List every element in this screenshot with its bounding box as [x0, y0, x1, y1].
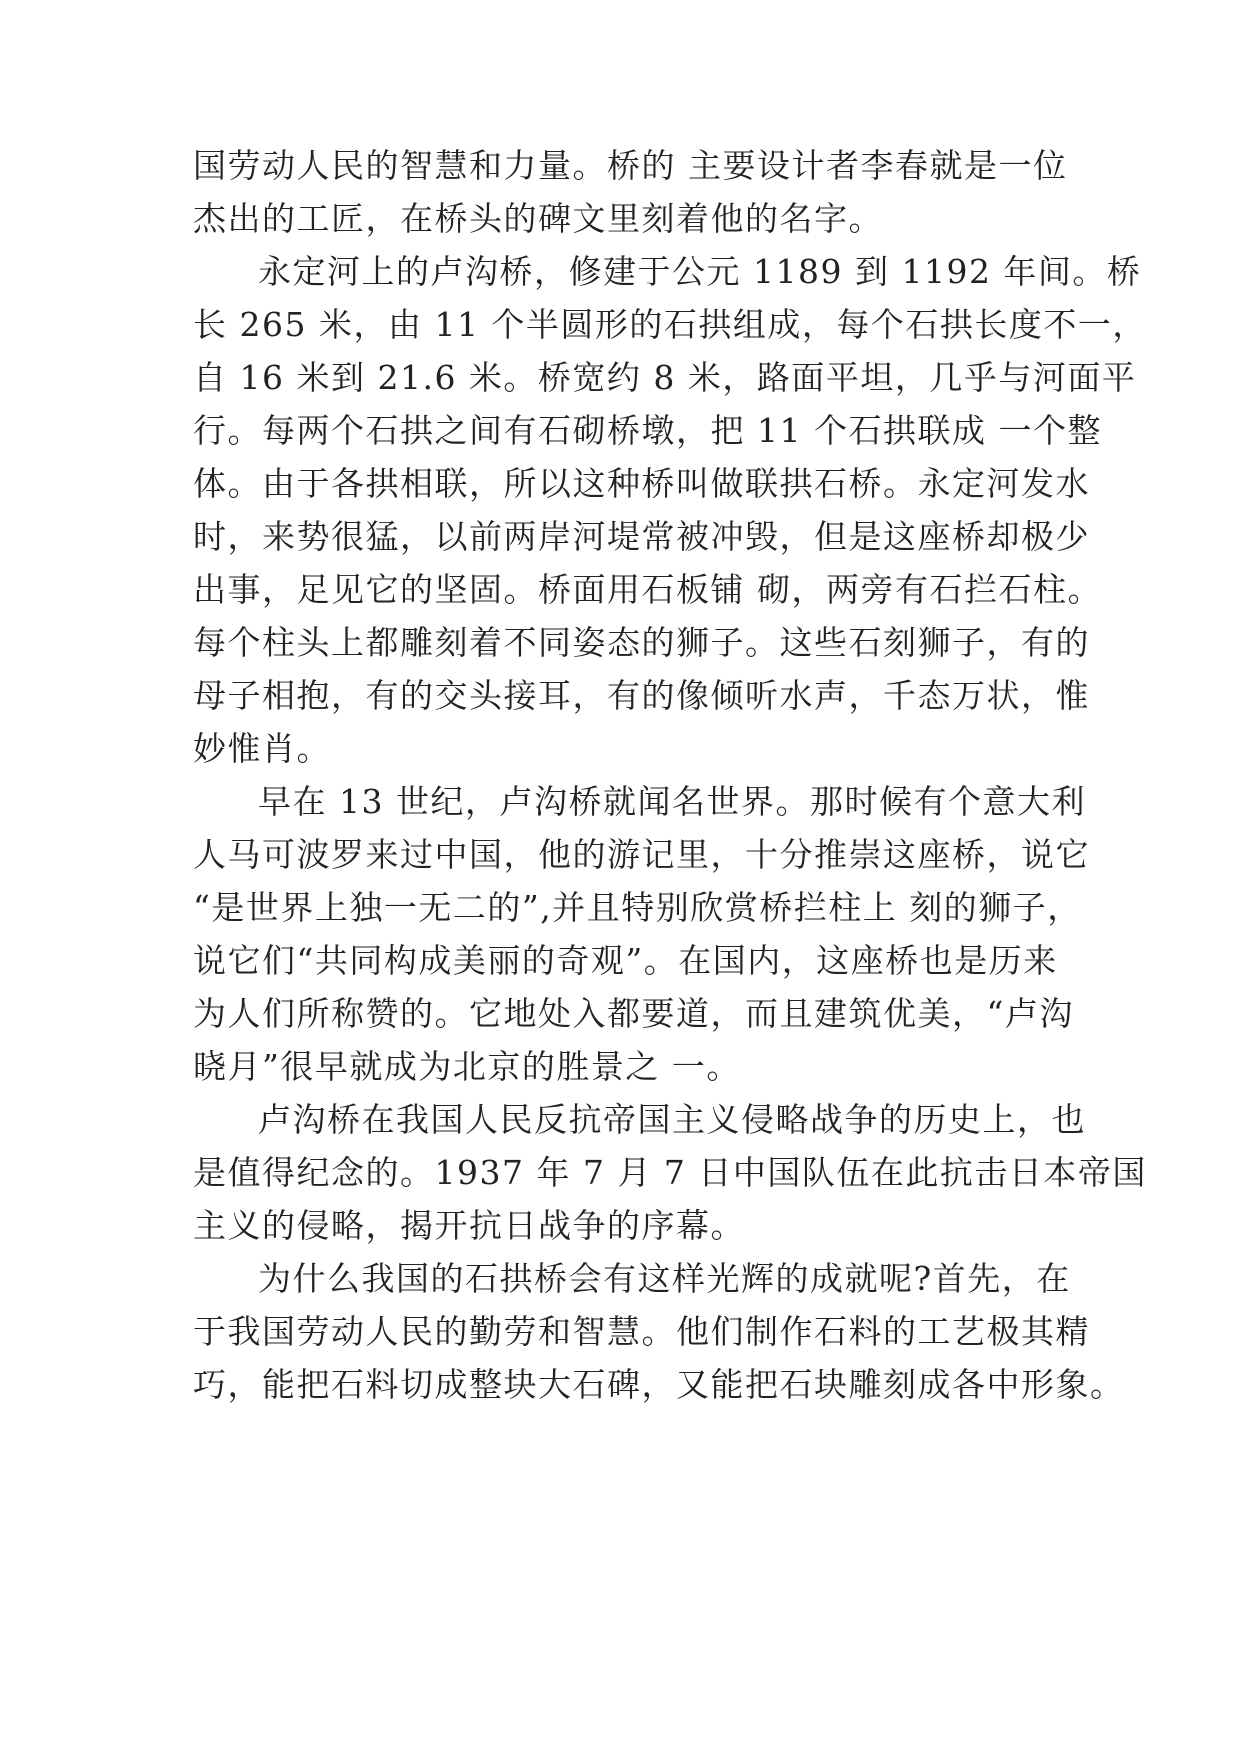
text-line: 是值得纪念的。1937 年 7 月 7 日中国队伍在此抗击日本帝国	[193, 1153, 1147, 1192]
text-line: “是世界上独一无二的”,并且特别欣赏桥拦柱上 刻的狮子，	[193, 888, 1082, 927]
paragraph-start-line: 卢沟桥在我国人民反抗帝国主义侵略战争的历史上，也	[258, 1100, 1086, 1139]
text-line: 体。由于各拱相联，所以这种桥叫做联拱石桥。永定河发水	[193, 464, 1090, 503]
text-line: 自 16 米到 21.6 米。桥宽约 8 米，路面平坦，几乎与河面平	[193, 358, 1137, 397]
text-line: 国劳动人民的智慧和力量。桥的 主要设计者李春就是一位	[193, 146, 1068, 185]
text-line: 行。每两个石拱之间有石砌桥墩，把 11 个石拱联成 一个整	[193, 411, 1102, 450]
text-line: 时，来势很猛，以前两岸河堤常被冲毁，但是这座桥却极少	[193, 517, 1090, 556]
paragraph-start-line: 早在 13 世纪，卢沟桥就闻名世界。那时候有个意大利	[258, 782, 1086, 821]
paragraph-start-line: 永定河上的卢沟桥，修建于公元 1189 到 1192 年间。桥	[258, 252, 1142, 291]
text-line: 说它们“共同构成美丽的奇观”。在国内，这座桥也是历来	[193, 941, 1058, 980]
text-line: 为人们所称赞的。它地处入都要道，而且建筑优美，“卢沟	[193, 994, 1074, 1033]
text-line: 巧，能把石料切成整块大石碑，又能把石块雕刻成各中形象。	[193, 1365, 1125, 1404]
text-line: 于我国劳动人民的勤劳和智慧。他们制作石料的工艺极其精	[193, 1312, 1090, 1351]
text-line: 人马可波罗来过中国，他的游记里，十分推崇这座桥，说它	[193, 835, 1090, 874]
text-line: 妙惟肖。	[193, 729, 331, 768]
text-line: 出事，足见它的坚固。桥面用石板铺 砌，两旁有石拦石柱。	[193, 570, 1102, 609]
text-line: 杰出的工匠，在桥头的碑文里刻着他的名字。	[193, 199, 883, 238]
text-line: 每个柱头上都雕刻着不同姿态的狮子。这些石刻狮子，有的	[193, 623, 1090, 662]
text-line: 长 265 米，由 11 个半圆形的石拱组成，每个石拱长度不一，	[193, 305, 1147, 344]
paragraph-start-line: 为什么我国的石拱桥会有这样光辉的成就呢?首先，在	[258, 1259, 1071, 1298]
text-line: 晓月”很早就成为北京的胜景之 一。	[193, 1047, 741, 1086]
text-line: 母子相抱，有的交头接耳，有的像倾听水声，千态万状，惟	[193, 676, 1090, 715]
text-line: 主义的侵略，揭开抗日战争的序幕。	[193, 1206, 745, 1245]
